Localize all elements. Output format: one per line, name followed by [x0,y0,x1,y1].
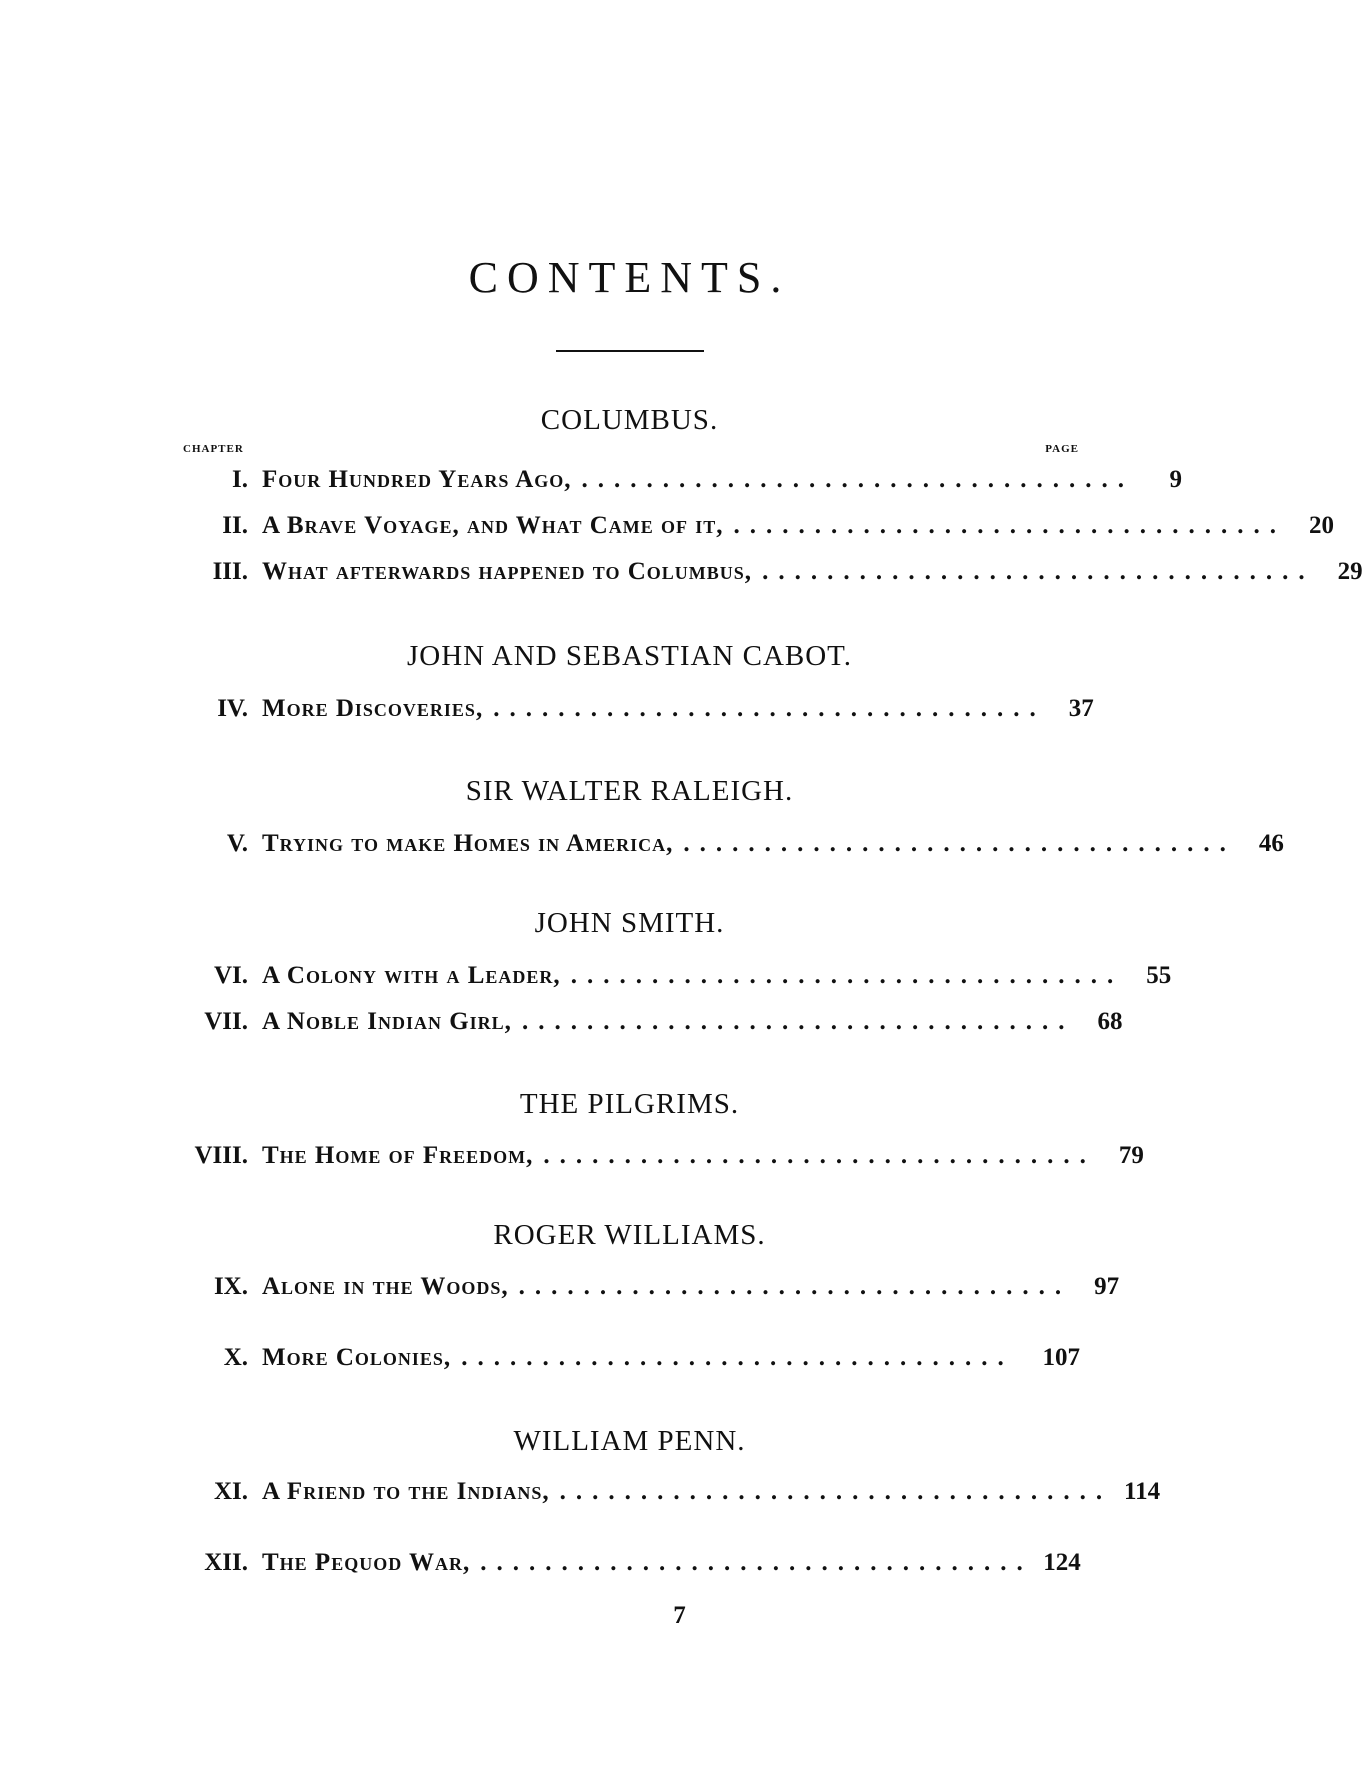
dot-leader: .................................. [461,1344,1014,1371]
chapter-column-header: CHAPTER [183,443,244,455]
dot-leader: .................................. [559,1478,1113,1505]
section-heading-columbus: COLUMBUS. [540,404,719,436]
dot-leader: .................................. [493,695,1046,722]
chapter-numeral: XII. [204,1549,248,1576]
chapter-title: A Friend to the Indians, [262,1478,550,1505]
dot-leader: .................................. [518,1273,1072,1300]
title-rule [556,350,704,352]
dot-leader: .................................. [543,1142,1096,1169]
section-heading-roger-williams: ROGER WILLIAMS. [493,1219,766,1251]
toc-entry-6[interactable] [170,962,1172,996]
toc-entry-10[interactable] [170,1344,1080,1378]
dot-leader: .................................. [521,1008,1075,1035]
chapter-title: The Pequod War, [262,1549,471,1576]
chapter-numeral: V. [226,830,248,857]
toc-entry-8[interactable] [170,1142,1144,1176]
chapter-numeral: VII. [204,1008,248,1035]
page-number: 97 [1094,1273,1120,1300]
chapter-numeral: II. [222,512,248,539]
page-number: 68 [1097,1008,1123,1035]
page-number: 79 [1118,1142,1144,1169]
dot-leader: .................................. [762,558,1315,585]
chapter-numeral: III. [212,558,248,585]
chapter-numeral: IX. [213,1273,248,1300]
toc-entry-2[interactable] [170,512,1335,546]
chapter-title: More Discoveries, [262,695,484,722]
chapter-title: The Home of Freedom, [262,1142,534,1169]
dot-leader: .................................. [570,962,1124,989]
toc-entry-9[interactable] [170,1273,1120,1307]
section-heading-william-penn: WILLIAM PENN. [513,1425,746,1457]
dot-leader: .................................. [683,830,1236,857]
page-number: 29 [1337,558,1363,585]
toc-entry-4[interactable] [170,695,1094,729]
toc-entry-1[interactable] [170,466,1183,500]
chapter-numeral: VI. [213,962,248,989]
dot-leader: .................................. [733,512,1287,539]
page-number: 107 [1042,1344,1080,1371]
folio-page-number: 7 [673,1602,686,1629]
chapter-title: A Colony with a Leader, [262,962,561,989]
chapter-numeral: XI. [213,1478,248,1505]
chapter-title: A Noble Indian Girl, [262,1008,512,1035]
page-number: 124 [1043,1549,1081,1576]
page-title: CONTENTS. [468,253,791,302]
page-number: 20 [1309,512,1335,539]
chapter-numeral: IV. [217,695,248,722]
section-heading-john-smith: JOHN SMITH. [534,907,725,939]
page-number: 46 [1258,830,1284,857]
chapter-title: More Colonies, [262,1344,452,1371]
toc-entry-7[interactable] [170,1008,1123,1042]
dot-leader: .................................. [581,466,1135,493]
page-number: 9 [1169,466,1183,493]
dot-leader: .................................. [480,1549,1033,1576]
toc-entry-11[interactable] [170,1478,1161,1512]
toc-entry-5[interactable] [170,830,1284,864]
page-number: 37 [1068,695,1094,722]
chapter-numeral: VIII. [194,1142,248,1169]
page-number: 55 [1146,962,1172,989]
chapter-title: Four Hundred Years Ago, [262,466,572,493]
page-number: 114 [1124,1478,1161,1505]
chapter-numeral: I. [232,466,248,493]
chapter-numeral: X. [223,1344,248,1371]
section-heading-raleigh: SIR WALTER RALEIGH. [465,775,794,807]
section-heading-cabot: JOHN AND SEBASTIAN CABOT. [407,640,852,672]
page-column-header: PAGE [1045,443,1079,455]
chapter-title: A Brave Voyage, and What Came of it, [262,512,724,539]
chapter-title: What afterwards happened to Columbus, [262,558,753,585]
toc-entry-12[interactable] [170,1549,1080,1583]
section-heading-pilgrims: THE PILGRIMS. [519,1088,740,1120]
chapter-title: Trying to make Homes in America, [262,830,674,857]
toc-entry-3[interactable] [170,558,1363,592]
chapter-title: Alone in the Woods, [262,1273,509,1300]
